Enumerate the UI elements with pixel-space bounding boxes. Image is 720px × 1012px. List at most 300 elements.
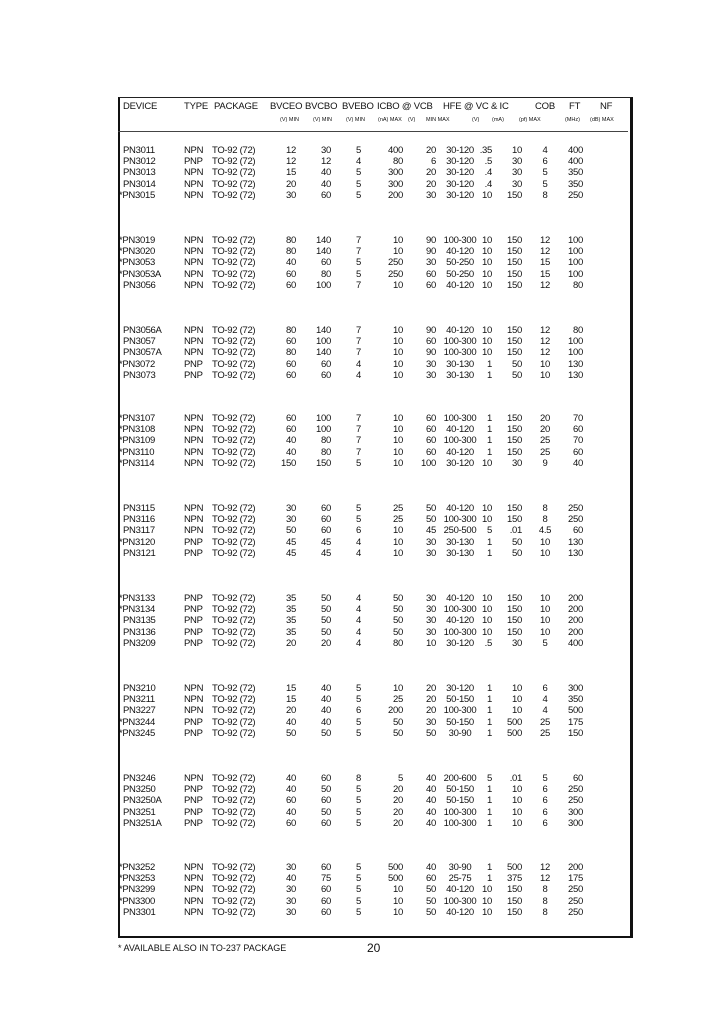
table-cell: 5: [356, 268, 361, 280]
column-header: BVEBO: [342, 101, 374, 112]
table-cell: 30-90: [448, 862, 472, 873]
table-cell: 5: [398, 773, 403, 784]
table-cell: 1: [487, 705, 492, 717]
table-cell: 1: [487, 446, 492, 458]
table-cell: 70: [573, 413, 583, 424]
table-cell: 30-120: [446, 178, 474, 190]
table-cell: 8: [356, 773, 361, 784]
table-cell: 250: [388, 257, 403, 269]
table-cell: 500: [568, 705, 583, 717]
header-divider: [118, 131, 628, 132]
device-name: *PN3252: [119, 862, 155, 873]
table-cell: 1: [487, 536, 492, 548]
table-cell: 30: [512, 167, 522, 179]
table-cell: 20: [426, 145, 436, 156]
table-cell: 10: [393, 279, 403, 291]
table-cell: 20: [393, 806, 403, 818]
table-cell: 10: [393, 347, 403, 359]
table-cell: 40: [426, 773, 436, 784]
column-unit: (V): [472, 117, 480, 123]
table-cell: 40-120: [446, 246, 474, 258]
table-cell: TO-92 (72): [212, 268, 256, 280]
table-cell: 10: [512, 705, 522, 717]
table-cell: 10: [393, 683, 403, 694]
table-cell: 60: [573, 525, 583, 537]
table-cell: 50: [321, 593, 331, 604]
table-cell: 7: [356, 424, 361, 436]
table-cell: 30-120: [446, 457, 474, 469]
table-cell: 150: [507, 246, 522, 258]
table-cell: PNP: [184, 547, 203, 559]
table-cell: 40: [286, 784, 296, 796]
table-cell: 8: [542, 514, 548, 526]
table-cell: 20: [393, 817, 403, 829]
table-cell: 10: [482, 246, 492, 258]
table-cell: 250: [568, 189, 583, 201]
table-cell: 5: [356, 806, 361, 818]
table-cell: 150: [507, 626, 522, 638]
table-cell: 50: [286, 727, 296, 739]
table-cell: 12: [540, 279, 550, 291]
table-cell: 350: [568, 178, 583, 190]
device-name: PN3057: [123, 336, 156, 348]
table-cell: 150: [507, 279, 522, 291]
device-name: *PN3072: [119, 358, 155, 370]
table-cell: NPN: [184, 884, 204, 896]
table-cell: 5: [356, 514, 361, 526]
table-cell: PNP: [184, 817, 203, 829]
table-cell: 7: [356, 235, 361, 246]
table-cell: 8: [542, 906, 548, 918]
column-header: DEVICE: [123, 101, 158, 112]
table-cell: 75: [321, 873, 331, 885]
table-cell: 1: [487, 727, 492, 739]
table-cell: .35: [479, 145, 492, 156]
table-cell: 40: [321, 705, 331, 717]
table-cell: 150: [507, 257, 522, 269]
table-cell: 20: [321, 637, 331, 649]
table-cell: 150: [507, 325, 522, 336]
table-cell: 140: [316, 246, 331, 258]
table-cell: 300: [568, 683, 583, 694]
table-cell: 12: [540, 246, 550, 258]
table-cell: 5: [356, 145, 361, 156]
table-cell: 5: [356, 683, 361, 694]
table-cell: 20: [286, 637, 296, 649]
table-cell: 140: [316, 347, 331, 359]
table-cell: 10: [482, 895, 492, 907]
table-cell: 350: [568, 167, 583, 179]
table-cell: 80: [286, 347, 296, 359]
table-cell: 50: [512, 358, 522, 370]
table-cell: 150: [507, 884, 522, 896]
table-cell: 4: [356, 369, 361, 381]
table-cell: NPN: [184, 325, 204, 336]
table-cell: 5: [487, 525, 492, 537]
table-cell: 10: [512, 806, 522, 818]
table-cell: PNP: [184, 626, 203, 638]
table-cell: NPN: [184, 413, 204, 424]
table-cell: TO-92 (72): [212, 895, 256, 907]
table-cell: TO-92 (72): [212, 694, 256, 706]
table-cell: 50: [286, 525, 296, 537]
table-cell: .01: [509, 773, 522, 784]
table-cell: 100: [316, 413, 331, 424]
table-cell: 100-300: [443, 806, 477, 818]
table-cell: 500: [507, 716, 522, 728]
table-cell: 60: [321, 817, 331, 829]
table-cell: 200: [568, 862, 583, 873]
table-cell: 10: [482, 268, 492, 280]
table-cell: 35: [286, 604, 296, 616]
table-cell: .4: [484, 167, 492, 179]
table-cell: 1: [487, 683, 492, 694]
table-cell: 80: [393, 637, 403, 649]
device-name: PN3301: [123, 906, 156, 918]
table-cell: 6: [431, 156, 436, 168]
table-cell: 5: [356, 862, 361, 873]
table-cell: NPN: [184, 503, 204, 514]
table-cell: 60: [286, 413, 296, 424]
table-cell: 40: [321, 716, 331, 728]
table-cell: TO-92 (72): [212, 235, 256, 246]
table-cell: 50: [321, 806, 331, 818]
table-cell: 100: [568, 257, 583, 269]
table-cell: 45: [286, 536, 296, 548]
table-cell: TO-92 (72): [212, 716, 256, 728]
column-header: BVCEO: [270, 101, 303, 112]
table-cell: 10: [482, 615, 492, 627]
table-cell: 10: [482, 906, 492, 918]
table-cell: TO-92 (72): [212, 884, 256, 896]
table-cell: 40-120: [446, 884, 474, 896]
table-cell: 60: [321, 257, 331, 269]
table-cell: 1: [487, 873, 492, 885]
table-cell: 1: [487, 806, 492, 818]
table-cell: 30: [426, 615, 436, 627]
table-cell: 6: [542, 683, 548, 694]
table-cell: 200-600: [443, 773, 477, 784]
table-cell: NPN: [184, 347, 204, 359]
table-cell: 90: [426, 246, 436, 258]
table-cell: 100: [568, 235, 583, 246]
table-cell: 50: [426, 906, 436, 918]
device-name: PN3014: [123, 178, 156, 190]
table-cell: 10: [393, 369, 403, 381]
table-cell: 45: [286, 547, 296, 559]
device-name: *PN3120: [119, 536, 155, 548]
device-name: PN3115: [123, 503, 155, 514]
table-cell: 50: [393, 716, 403, 728]
table-cell: 500: [507, 727, 522, 739]
table-cell: 5: [356, 727, 361, 739]
table-cell: 50-150: [446, 694, 474, 706]
table-cell: PNP: [184, 716, 203, 728]
table-cell: 50: [426, 514, 436, 526]
table-cell: 140: [316, 325, 331, 336]
table-cell: 400: [568, 637, 583, 649]
device-name: PN3057A: [123, 347, 162, 359]
table-cell: 10: [482, 593, 492, 604]
table-cell: 100: [568, 347, 583, 359]
table-cell: 10: [512, 145, 522, 156]
table-cell: 45: [321, 547, 331, 559]
table-cell: 40-120: [446, 906, 474, 918]
table-cell: 10: [540, 593, 550, 604]
table-cell: 100-300: [443, 626, 477, 638]
table-cell: NPN: [184, 694, 204, 706]
table-cell: 10: [482, 347, 492, 359]
table-cell: TO-92 (72): [212, 435, 256, 447]
table-cell: PNP: [184, 358, 203, 370]
table-cell: PNP: [184, 727, 203, 739]
table-cell: 1: [487, 784, 492, 796]
table-cell: 10: [482, 457, 492, 469]
table-cell: 10: [393, 895, 403, 907]
table-cell: 50: [321, 626, 331, 638]
table-cell: 15: [540, 268, 550, 280]
table-cell: 10: [482, 279, 492, 291]
table-cell: 250: [388, 268, 403, 280]
table-cell: PNP: [184, 536, 203, 548]
table-cell: 5: [356, 457, 361, 469]
column-unit: (V) MIN: [346, 117, 365, 123]
table-cell: 9: [542, 457, 548, 469]
table-cell: 40: [426, 862, 436, 873]
table-cell: 50: [321, 615, 331, 627]
table-cell: 250: [568, 895, 583, 907]
table-cell: 5: [542, 178, 548, 190]
table-cell: 10: [540, 358, 550, 370]
table-cell: TO-92 (72): [212, 336, 256, 348]
table-cell: 60: [426, 424, 436, 436]
table-cell: 60: [426, 279, 436, 291]
table-cell: 10: [482, 884, 492, 896]
device-name: PN3209: [123, 637, 156, 649]
table-cell: TO-92 (72): [212, 325, 256, 336]
table-cell: 1: [487, 413, 492, 424]
table-cell: 1: [487, 795, 492, 807]
table-cell: NPN: [184, 906, 204, 918]
table-cell: 1: [487, 694, 492, 706]
table-cell: 200: [388, 189, 403, 201]
page-number: 20: [367, 941, 381, 955]
table-cell: 100: [568, 336, 583, 348]
table-cell: 60: [426, 268, 436, 280]
table-cell: 70: [573, 435, 583, 447]
table-cell: 10: [393, 336, 403, 348]
device-name: PN3211: [123, 694, 155, 706]
device-name: *PN3019: [119, 235, 155, 246]
table-cell: 30: [512, 178, 522, 190]
table-cell: 250: [568, 503, 583, 514]
table-cell: 250: [568, 884, 583, 896]
table-cell: 50: [321, 784, 331, 796]
table-cell: NPN: [184, 683, 204, 694]
table-cell: 30: [426, 257, 436, 269]
device-name: *PN3244: [119, 716, 155, 728]
table-cell: 12: [286, 145, 296, 156]
table-cell: 200: [568, 604, 583, 616]
table-cell: 10: [393, 246, 403, 258]
table-cell: 5: [356, 906, 361, 918]
table-cell: 20: [426, 683, 436, 694]
table-cell: 20: [540, 413, 550, 424]
table-cell: 250-500: [443, 525, 477, 537]
table-cell: 10: [393, 358, 403, 370]
table-cell: NPN: [184, 862, 204, 873]
table-cell: 500: [507, 862, 522, 873]
table-cell: 400: [568, 145, 583, 156]
table-cell: 50: [393, 615, 403, 627]
table-cell: 50: [393, 593, 403, 604]
device-name: PN3210: [123, 683, 156, 694]
table-cell: 30-120: [446, 167, 474, 179]
table-cell: 20: [426, 694, 436, 706]
table-cell: 40: [286, 773, 296, 784]
table-cell: 30: [286, 884, 296, 896]
table-cell: PNP: [184, 615, 203, 627]
table-cell: 150: [507, 895, 522, 907]
table-cell: 40: [286, 716, 296, 728]
table-cell: 7: [356, 246, 361, 258]
table-cell: 40-120: [446, 593, 474, 604]
table-cell: 40: [426, 795, 436, 807]
table-cell: 10: [482, 503, 492, 514]
table-cell: 6: [356, 705, 361, 717]
device-name: *PN3253: [119, 873, 155, 885]
table-cell: NPN: [184, 189, 204, 201]
table-cell: 80: [286, 246, 296, 258]
table-cell: 40-120: [446, 615, 474, 627]
table-cell: PNP: [184, 593, 203, 604]
table-cell: TO-92 (72): [212, 347, 256, 359]
table-cell: 30-120: [446, 156, 474, 168]
column-unit: MIN MAX: [426, 117, 450, 123]
device-name: *PN3020: [119, 246, 155, 258]
table-cell: 50: [321, 604, 331, 616]
table-cell: 100-300: [443, 336, 477, 348]
table-cell: 5: [542, 167, 548, 179]
table-cell: 150: [507, 347, 522, 359]
table-cell: 100-300: [443, 604, 477, 616]
table-cell: 80: [573, 325, 583, 336]
table-cell: 40: [286, 873, 296, 885]
table-cell: 60: [426, 446, 436, 458]
table-cell: 30: [286, 503, 296, 514]
device-name: PN3136: [123, 626, 156, 638]
device-name: PN3246: [123, 773, 156, 784]
table-cell: 7: [356, 413, 361, 424]
table-cell: 7: [356, 446, 361, 458]
table-cell: 5: [356, 503, 361, 514]
table-cell: 100: [421, 457, 436, 469]
table-cell: 8: [542, 884, 548, 896]
table-cell: 5: [356, 257, 361, 269]
table-cell: 100-300: [443, 235, 477, 246]
table-cell: 10: [512, 694, 522, 706]
table-cell: 40: [286, 257, 296, 269]
table-cell: PNP: [184, 795, 203, 807]
table-cell: TO-92 (72): [212, 279, 256, 291]
device-name: *PN3134: [119, 604, 155, 616]
table-cell: 40: [321, 178, 331, 190]
table-cell: TO-92 (72): [212, 626, 256, 638]
table-cell: NPN: [184, 873, 204, 885]
table-cell: 30-130: [446, 369, 474, 381]
table-cell: 150: [281, 457, 296, 469]
table-cell: 20: [393, 784, 403, 796]
table-cell: 5: [356, 817, 361, 829]
device-name: PN3250: [123, 784, 156, 796]
table-cell: 150: [507, 593, 522, 604]
table-cell: 50: [393, 604, 403, 616]
table-cell: 25: [540, 446, 550, 458]
table-cell: 10: [482, 514, 492, 526]
table-cell: NPN: [184, 235, 204, 246]
table-cell: 30: [286, 189, 296, 201]
table-cell: 30: [286, 895, 296, 907]
table-cell: 90: [426, 235, 436, 246]
table-cell: 30: [426, 189, 436, 201]
table-cell: 5: [356, 189, 361, 201]
table-cell: TO-92 (72): [212, 547, 256, 559]
table-cell: 20: [393, 795, 403, 807]
table-cell: TO-92 (72): [212, 593, 256, 604]
device-name: PN3012: [123, 156, 156, 168]
device-name: *PN3107: [119, 413, 155, 424]
table-cell: 150: [507, 189, 522, 201]
table-cell: 50-250: [446, 257, 474, 269]
table-cell: 30: [426, 604, 436, 616]
table-cell: TO-92 (72): [212, 358, 256, 370]
column-header: BVCBO: [305, 101, 338, 112]
table-cell: 10: [393, 413, 403, 424]
column-header: HFE @ VC & IC: [443, 101, 509, 112]
table-cell: 60: [321, 895, 331, 907]
table-cell: 45: [321, 536, 331, 548]
table-cell: 40: [321, 694, 331, 706]
table-cell: 350: [568, 694, 583, 706]
device-name: *PN3053A: [119, 268, 161, 280]
table-cell: 10: [393, 235, 403, 246]
table-cell: 35: [286, 593, 296, 604]
table-cell: 40-120: [446, 325, 474, 336]
column-unit: (V) MIN: [280, 117, 299, 123]
table-cell: 60: [573, 424, 583, 436]
table-cell: 50: [321, 727, 331, 739]
table-cell: NPN: [184, 446, 204, 458]
device-name: PN3251A: [123, 817, 162, 829]
device-name: PN3251: [123, 806, 156, 818]
device-name: PN3056: [123, 279, 156, 291]
table-cell: 60: [321, 189, 331, 201]
table-cell: 25: [540, 716, 550, 728]
table-cell: 80: [321, 268, 331, 280]
table-cell: 60: [286, 424, 296, 436]
table-cell: 5: [356, 167, 361, 179]
table-cell: PNP: [184, 604, 203, 616]
table-cell: 12: [286, 156, 296, 168]
table-cell: 1: [487, 716, 492, 728]
table-cell: 150: [568, 727, 583, 739]
table-cell: 10: [482, 626, 492, 638]
table-cell: 30: [286, 862, 296, 873]
table-cell: NPN: [184, 257, 204, 269]
table-cell: 150: [507, 235, 522, 246]
table-cell: 5: [542, 637, 548, 649]
table-cell: 10: [540, 604, 550, 616]
